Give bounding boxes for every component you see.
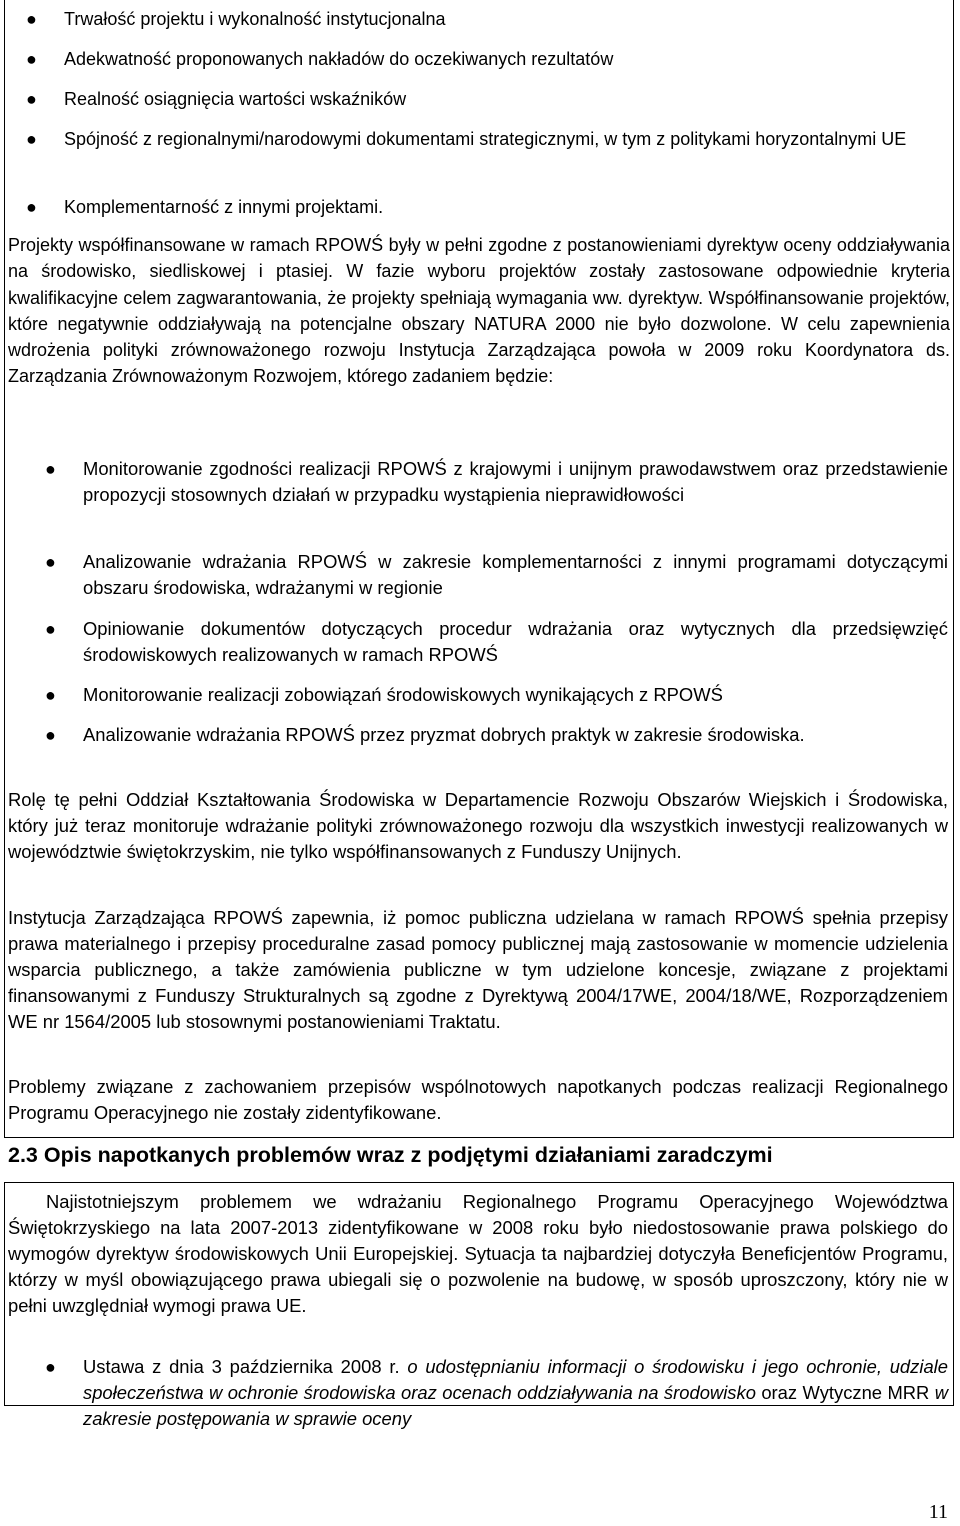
list-item xyxy=(26,86,948,112)
list-item xyxy=(45,456,948,508)
list-item xyxy=(45,1354,949,1432)
guidelines-title-text: w zakresie postępowania w sprawie oceny xyxy=(83,1382,949,1429)
list-item xyxy=(45,722,948,748)
list-item-text: Analizowanie wdrażania RPOWŚ przez pryzmat dobrych praktyk w zakresie środowiska. xyxy=(83,724,805,745)
paragraph-projekty: Projekty współfinansowane w ramach RPOWŚ były w pełni zgodne z postanowieniami dyrektyw oceny oddziaływania na środowisko, siedliskowej i ptasiej. W fazie wyboru projektów zostały zastosowane odpowiednie kryteria kwalifikacyjne celem zagwarantowania, że projekty spełniają wymagania ww. dyrektyw. Współfinansowanie projektów, które negatywnie oddziaływają na potencjalne obszary NATURA 2000 nie było dozwolone. W celu zapewnienia wdrożenia polityki zrównoważonego rozwoju Instytucja Zarządzająca powoła w 2009 roku Koordynatora ds. Zarządzania Zrównoważonym Rozwojem, którego zadaniem będzie: xyxy=(8,235,950,387)
law-title-text: o udostępnianiu informacji o środowisku i jego ochronie, udziale społeczeństwa w ochronie środowiska oraz ocenach oddziaływania na środowisko xyxy=(83,1356,948,1403)
paragraph-problemy: Problemy związane z zachowaniem przepisów wspólnotowych napotkanych podczas realizacji Regionalnego Programu Operacyjnego nie zostały zidentyfikowane. xyxy=(8,1076,948,1123)
law-conjunction-text: oraz Wytyczne MRR xyxy=(755,1382,935,1403)
paragraph-pomoc-publiczna: Instytucja Zarządzająca RPOWŚ zapewnia, iż pomoc publiczna udzielana w ramach RPOWŚ spełnia przepisy prawa materialnego i przepisy proceduralne zasad pomocy publicznej mają zastosowanie w momencie udzielenia wsparcia publicznego, a także zamówienia publiczne w tym udzielone koncesje, związane z projektami finansowanymi z Funduszy Strukturalnych są zgodne z Dyrektywą 2004/17WE, 2004/18/WE, Rozporządzeniem WE nr 1564/2005 lub stosownymi postanowieniami Traktatu. xyxy=(8,907,948,1032)
list-item-text: Monitorowanie zgodności realizacji RPOWŚ z krajowymi i unijnym prawodawstwem oraz przedstawienie propozycji stosownych działań w przypadku wystąpienia nieprawidłowości xyxy=(83,458,948,505)
bullet-icon: ● xyxy=(45,552,56,572)
paragraph-role: Rolę tę pełni Oddział Kształtowania Środowiska w Departamencie Rozwoju Obszarów Wiejskich i Środowiska, który już teraz monitoruje wdrażanie polityki zrównoważonego rozwoju dla wszystkich inwestycji realizowanych w województwie świętokrzyskim, nie tylko współfinansowanych z Funduszy Unijnych. xyxy=(8,789,948,862)
section-heading: 2.3 Opis napotkanych problemów wraz z podjętymi działaniami zaradczymi xyxy=(8,1143,773,1167)
bullet-icon: ● xyxy=(45,619,56,639)
bullet-icon: ● xyxy=(45,459,56,479)
list-item-text: Monitorowanie realizacji zobowiązań środowiskowych wynikających z RPOWŚ xyxy=(83,684,723,705)
list-item xyxy=(45,549,948,601)
list-item xyxy=(26,6,948,32)
paragraph-text: Najistotniejszym problemem we wdrażaniu Regionalnego Programu Operacyjnego Województwa Świętokrzyskiego na lata 2007-2013 zidentyfikowane w 2008 roku było niedostosowanie prawa polskiego do wymogów dyrektyw środowiskowych Unii Europejskiej. Sytuacja ta najbardziej dotyczyła Beneficjentów Programu, którzy w myśl obowiązującego prawa ubiegali się o pozwolenie na budowę, w sposób uproszczony, który nie w pełni uwzględniał wymogi prawa UE. xyxy=(8,1191,948,1316)
list-item-text: Analizowanie wdrażania RPOWŚ w zakresie komplementarności z innymi programami dotyczącymi obszaru środowiska, wdrażanymi w regionie xyxy=(83,551,948,598)
bullet-icon: ● xyxy=(26,129,37,149)
list-item xyxy=(45,616,948,668)
list-item-text: Spójność z regionalnymi/narodowymi dokumentami strategicznymi, w tym z politykami horyzontalnymi UE xyxy=(64,129,907,149)
list-item xyxy=(26,126,948,152)
bullet-icon: ● xyxy=(45,725,56,745)
bullet-icon: ● xyxy=(26,49,37,69)
bullet-icon: ● xyxy=(26,89,37,109)
page-number: 11 xyxy=(928,1501,948,1523)
bullet-icon: ● xyxy=(26,9,37,29)
list-item xyxy=(26,46,948,72)
bullet-icon: ● xyxy=(45,685,56,705)
list-item xyxy=(26,194,948,220)
paragraph-najistotniejszym xyxy=(8,1189,948,1319)
list-item-text: Realność osiągnięcia wartości wskaźników xyxy=(64,89,407,109)
list-item xyxy=(45,682,948,708)
list-item-text: Adekwatność proponowanych nakładów do oczekiwanych rezultatów xyxy=(64,49,614,69)
list-item-text: Opiniowanie dokumentów dotyczących procedur wdrażania oraz wytycznych dla przedsięwzięć środowiskowych realizowanych w ramach RPOWŚ xyxy=(83,618,948,665)
bullet-icon: ● xyxy=(26,197,37,217)
bullet-icon: ● xyxy=(45,1357,56,1377)
list-item-text: Trwałość projektu i wykonalność instytucjonalna xyxy=(64,9,446,29)
list-item-text: Komplementarność z innymi projektami. xyxy=(64,197,384,217)
law-reference-text: Ustawa z dnia 3 października 2008 r. xyxy=(83,1356,408,1377)
